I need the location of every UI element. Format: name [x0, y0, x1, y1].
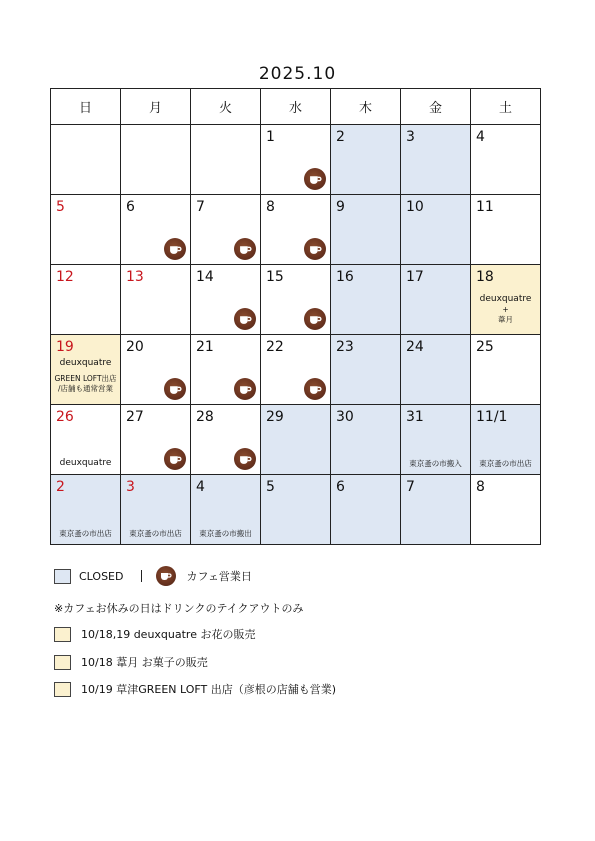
calendar-week-row — [51, 125, 541, 195]
weekday-fri: 金 — [401, 89, 471, 125]
event-item-2: 10/18 葦月 お菓子の販売 — [81, 656, 208, 669]
day-number: 14 — [196, 269, 214, 285]
day-number: 3 — [406, 129, 415, 145]
cafe-label: カフェ営業日 — [186, 570, 252, 583]
weekday-sat: 土 — [471, 89, 541, 125]
day-number: 18 — [476, 269, 494, 285]
takeout-note: ※カフェお休みの日はドリンクのテイクアウトのみ — [54, 602, 304, 615]
legend-closed-row — [54, 566, 252, 586]
day-number: 22 — [266, 339, 284, 355]
closed-swatch — [54, 569, 71, 584]
day-number: 7 — [196, 199, 205, 215]
day-note-line: /店舗も通常営業 — [57, 384, 114, 394]
calendar-day-cell — [471, 405, 541, 475]
day-note-line: deuxquatre — [59, 358, 112, 368]
day-number: 9 — [336, 199, 345, 215]
event-swatch — [54, 682, 71, 697]
calendar-day-cell — [261, 125, 331, 195]
event-item-1: 10/18,19 deuxquatre お花の販売 — [81, 628, 256, 641]
day-number: 7 — [406, 479, 415, 495]
calendar-day-cell — [191, 475, 261, 545]
day-number: 24 — [406, 339, 424, 355]
day-number: 6 — [126, 199, 135, 215]
calendar-day-cell — [261, 195, 331, 265]
day-note: 東京蚤の市搬入 — [409, 458, 462, 468]
calendar-day-cell — [401, 125, 471, 195]
day-number: 23 — [336, 339, 354, 355]
calendar-day-cell — [121, 475, 191, 545]
calendar-day-cell — [191, 125, 261, 195]
day-note-line: 葦月 — [498, 315, 513, 325]
day-note-line: deuxquatre — [479, 294, 532, 304]
day-note-line: + — [502, 305, 509, 315]
calendar-day-cell — [121, 195, 191, 265]
day-number: 15 — [266, 269, 284, 285]
day-number: 21 — [196, 339, 214, 355]
event-item-3: 10/19 草津GREEN LOFT 出店（彦根の店舗も営業) — [81, 683, 337, 696]
day-number: 17 — [406, 269, 424, 285]
day-number: 25 — [476, 339, 494, 355]
coffee-cup-icon — [304, 378, 326, 400]
calendar-week-row — [51, 195, 541, 265]
day-number: 4 — [476, 129, 485, 145]
calendar-day-cell — [471, 125, 541, 195]
calendar-day-cell — [121, 265, 191, 335]
calendar-day-cell — [261, 335, 331, 405]
calendar-day-cell — [121, 125, 191, 195]
weekday-mon: 月 — [121, 89, 191, 125]
day-number: 27 — [126, 409, 144, 425]
day-note: deuxquatre — [59, 457, 112, 468]
day-number: 20 — [126, 339, 144, 355]
legend-event-row-2 — [54, 654, 208, 670]
day-number: 8 — [476, 479, 485, 495]
event-swatch — [54, 655, 71, 670]
calendar-day-cell — [51, 335, 121, 405]
calendar-grid — [50, 88, 541, 545]
weekday-wed: 水 — [261, 89, 331, 125]
legend-divider — [141, 570, 142, 582]
coffee-cup-icon — [304, 308, 326, 330]
day-number: 2 — [336, 129, 345, 145]
calendar-day-cell — [191, 405, 261, 475]
day-note: 東京蚤の市出店 — [129, 528, 182, 538]
day-number: 30 — [336, 409, 354, 425]
calendar-day-cell — [471, 195, 541, 265]
calendar-day-cell — [331, 125, 401, 195]
day-number: 11 — [476, 199, 494, 215]
calendar-week-row — [51, 475, 541, 545]
coffee-cup-icon — [234, 308, 256, 330]
calendar-body — [51, 125, 541, 545]
coffee-cup-icon — [156, 566, 176, 586]
calendar-day-cell — [471, 475, 541, 545]
weekday-sun: 日 — [51, 89, 121, 125]
calendar-day-cell — [401, 195, 471, 265]
calendar-day-cell — [191, 335, 261, 405]
day-note: 東京蚤の市出店 — [479, 458, 532, 468]
weekday-tue: 火 — [191, 89, 261, 125]
calendar-day-cell — [331, 405, 401, 475]
day-number: 4 — [196, 479, 205, 495]
coffee-cup-icon — [234, 448, 256, 470]
day-number: 5 — [266, 479, 275, 495]
coffee-cup-icon — [164, 238, 186, 260]
weekday-header-row — [51, 89, 541, 125]
day-note: 東京蚤の市搬出 — [199, 528, 252, 538]
day-note-line: GREEN LOFT出店 — [54, 374, 117, 384]
coffee-cup-icon — [164, 378, 186, 400]
legend-event-row-3 — [54, 681, 336, 697]
day-number: 16 — [336, 269, 354, 285]
coffee-cup-icon — [164, 448, 186, 470]
calendar-day-cell — [331, 335, 401, 405]
closed-label: CLOSED — [79, 569, 124, 583]
coffee-cup-icon — [234, 238, 256, 260]
calendar-day-cell — [51, 265, 121, 335]
day-number: 3 — [126, 479, 135, 495]
calendar-week-row — [51, 405, 541, 475]
day-number: 19 — [56, 339, 74, 355]
calendar-day-cell — [471, 265, 541, 335]
day-note — [51, 357, 120, 394]
calendar-day-cell — [331, 475, 401, 545]
calendar-day-cell — [261, 265, 331, 335]
calendar-day-cell — [471, 335, 541, 405]
day-number: 31 — [406, 409, 424, 425]
calendar-day-cell — [51, 195, 121, 265]
calendar-day-cell — [121, 405, 191, 475]
day-number: 12 — [56, 269, 74, 285]
calendar-day-cell — [331, 265, 401, 335]
day-number: 28 — [196, 409, 214, 425]
day-number: 29 — [266, 409, 284, 425]
calendar-day-cell — [401, 265, 471, 335]
calendar-day-cell — [261, 405, 331, 475]
day-number: 26 — [56, 409, 74, 425]
day-number: 5 — [56, 199, 65, 215]
calendar-day-cell — [331, 195, 401, 265]
day-note — [471, 293, 540, 325]
calendar-day-cell — [401, 475, 471, 545]
calendar-day-cell — [261, 475, 331, 545]
day-number: 11/1 — [476, 409, 508, 425]
day-number: 1 — [266, 129, 275, 145]
day-number: 13 — [126, 269, 144, 285]
calendar-day-cell — [401, 405, 471, 475]
calendar-day-cell — [51, 125, 121, 195]
calendar-day-cell — [401, 335, 471, 405]
calendar-day-cell — [121, 335, 191, 405]
calendar-day-cell — [51, 405, 121, 475]
coffee-cup-icon — [304, 168, 326, 190]
day-number: 10 — [406, 199, 424, 215]
legend-event-row-1 — [54, 626, 255, 642]
calendar-week-row — [51, 335, 541, 405]
calendar-title: 2025.10 — [258, 64, 337, 84]
calendar-day-cell — [191, 195, 261, 265]
coffee-cup-icon — [304, 238, 326, 260]
weekday-thu: 木 — [331, 89, 401, 125]
event-swatch — [54, 627, 71, 642]
calendar-day-cell — [191, 265, 261, 335]
coffee-cup-icon — [234, 378, 256, 400]
calendar-day-cell — [51, 475, 121, 545]
calendar-week-row — [51, 265, 541, 335]
day-number: 8 — [266, 199, 275, 215]
day-note: 東京蚤の市出店 — [59, 528, 112, 538]
day-number: 2 — [56, 479, 65, 495]
day-number: 6 — [336, 479, 345, 495]
